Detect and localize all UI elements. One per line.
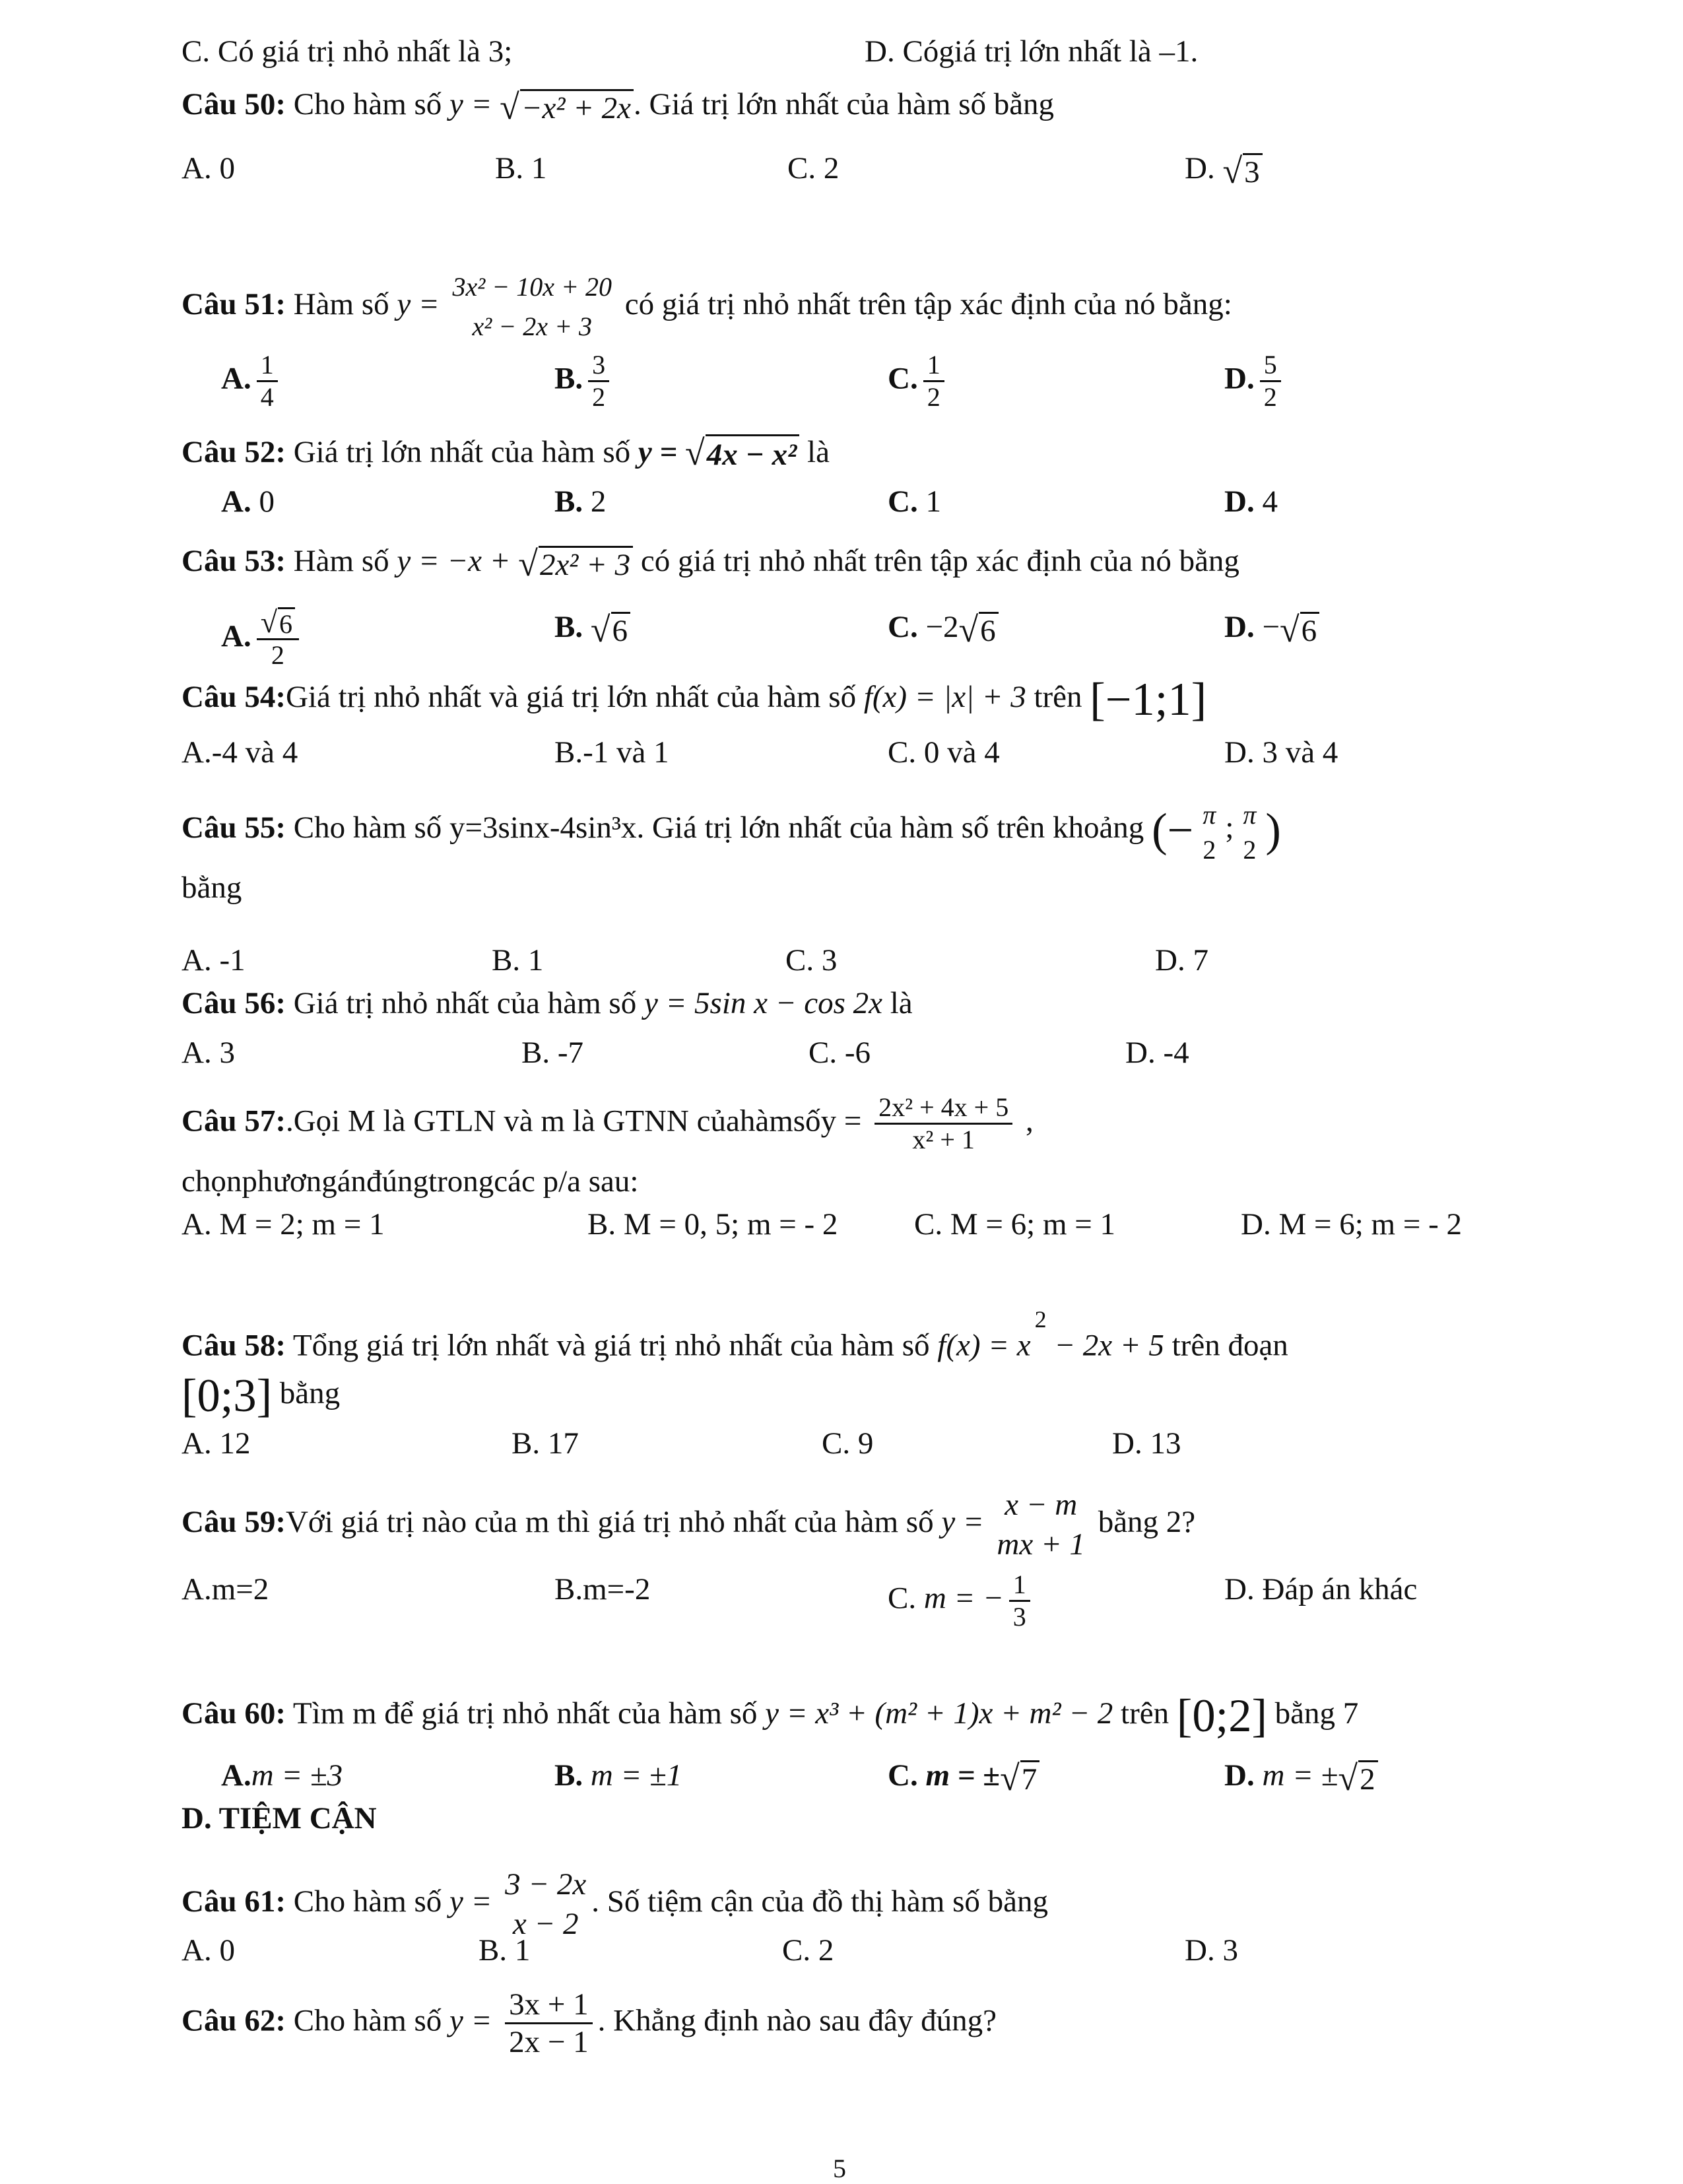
q56-option-c: C. -6: [808, 1036, 871, 1070]
q60-option-b: B. m = ±1: [554, 1758, 682, 1793]
q59-option-b: B.m=-2: [554, 1572, 651, 1606]
q57-option-c: C. M = 6; m = 1: [914, 1207, 1116, 1241]
question-label: Câu 57:: [182, 1104, 286, 1139]
question-51: Câu 51: Hàm số y = 3x² − 10x + 20 x² − 2x + 3 có giá trị nhỏ nhất trên tập xác định của nó bằng:: [182, 267, 1232, 347]
formula: y =: [449, 87, 500, 121]
question-text: . Giá trị lớn nhất của hàm số bằng: [634, 87, 1055, 121]
fraction: 3x² − 10x + 20 x² − 2x + 3: [452, 272, 612, 341]
question-label: Câu 55:: [182, 810, 286, 845]
question-label: Câu 53:: [182, 544, 286, 578]
q56-option-b: B. -7: [521, 1036, 583, 1070]
q58-option-b: B. 17: [512, 1426, 579, 1461]
q52-option-a: A. 0: [221, 484, 275, 519]
question-label: Câu 54:: [182, 680, 286, 715]
q53-option-b: B. √ 6: [554, 607, 630, 647]
q52-option-b: B. 2: [554, 484, 607, 519]
q58-option-a: A. 12: [182, 1426, 251, 1461]
question-59: Câu 59:Với giá trị nào của m thì giá trị nhỏ nhất của hàm số y = x − m mx + 1 bằng 2?: [182, 1488, 1196, 1562]
q49-option-d: D. Cógiá trị lớn nhất là –1.: [865, 34, 1199, 69]
question-62: Câu 62: Cho hàm số y = $\frac{3x + 1}{2x - 1}$ . Khẳng định nào sau đây đúng?: [182, 1987, 997, 2060]
q54-option-d: D. 3 và 4: [1224, 735, 1338, 770]
q56-option-a: A. 3: [182, 1036, 235, 1070]
question-label: Câu 58:: [182, 1328, 286, 1363]
question-label: Câu 51:: [182, 286, 286, 321]
question-label: Câu 50:: [182, 87, 286, 121]
q58-option-d: D. 13: [1112, 1426, 1181, 1461]
question-55: Câu 55: Cho hàm số y=3sinx-4sin³x. Giá trị lớn nhất của hàm số trên khoảng (− π 2 ; π 2 ): [182, 800, 1281, 865]
q49-option-c: C. Có giá trị nhỏ nhất là 3;: [182, 34, 513, 69]
q51-option-c: C. $\frac{1}{2}$: [888, 350, 950, 413]
q61-option-c: C. 2: [782, 1933, 834, 1968]
question-label: Câu 56:: [182, 986, 286, 1020]
q55-tail: bằng: [182, 871, 242, 905]
question-61: Câu 61: Cho hàm số y = 3 − 2x x − 2 . Số tiệm cận của đồ thị hàm số bằng: [182, 1867, 1049, 1941]
q60-option-a: A.m = ±3: [221, 1758, 343, 1793]
page-number: 5: [833, 2154, 846, 2183]
q56-option-d: D. -4: [1125, 1036, 1189, 1070]
q60-option-d: D. m = ± √ 2: [1224, 1756, 1378, 1796]
question-50: [182, 84, 1054, 125]
q57-option-a: A. M = 2; m = 1: [182, 1207, 385, 1241]
q51-option-a: A. $\frac{1}{4}$: [221, 350, 283, 413]
question-52: Câu 52: Giá trị lớn nhất của hàm số y = √ 4x − x² là: [182, 433, 830, 473]
q52-option-c: C. 1: [888, 484, 941, 519]
q57-line2: chọnphươngánđúngtrongcác p/a sau:: [182, 1164, 639, 1199]
question-label: Câu 59:: [182, 1504, 286, 1539]
q51-option-d: D. $\frac{5}{2}$: [1224, 350, 1286, 413]
q60-option-c: C. m = ± √ 7: [888, 1756, 1040, 1796]
q50-option-c: C. 2: [787, 151, 840, 185]
q53-option-d: D. − √ 6: [1224, 607, 1319, 647]
question-label: Câu 62:: [182, 2003, 286, 2038]
question-53: Câu 53: Hàm số y = −x + √ 2x² + 3 có giá trị nhỏ nhất trên tập xác định của nó bằng: [182, 544, 1239, 584]
q57-option-d: D. M = 6; m = - 2: [1241, 1207, 1463, 1241]
q59-option-c: C. m = − $\frac{1}{3}$: [888, 1570, 1036, 1632]
question-label: Câu 61:: [182, 1884, 286, 1919]
sqrt-expression: √ −x² + 2x: [500, 89, 634, 125]
question-58: Câu 58: Tổng giá trị lớn nhất và giá trị nhỏ nhất của hàm số $f(x) = x^2 - 2x + 5$ trên đoạn: [182, 1306, 1288, 1363]
q50-option-d: D. √ 3: [1185, 149, 1263, 189]
section-heading: D. TIỆM CẬN: [182, 1801, 377, 1836]
q58-option-c: C. 9: [822, 1426, 874, 1461]
question-57: Câu 57:.Gọi M là GTLN và m là GTNN củahàmsốy = $\frac{\text{2x² + 4x + 5}}{\text{x² + 1}}$ ,: [182, 1092, 1034, 1154]
q55-option-a: A. -1: [182, 943, 246, 977]
q61-option-b: B. 1: [478, 1933, 531, 1968]
q61-option-d: D. 3: [1185, 1933, 1238, 1968]
q54-option-c: C. 0 và 4: [888, 735, 1000, 770]
q57-option-b: B. M = 0, 5; m = - 2: [587, 1207, 838, 1241]
q51-option-b: B. $\frac{3}{2}$: [554, 350, 614, 413]
q59-option-a: A.m=2: [182, 1572, 269, 1606]
q55-option-d: D. 7: [1155, 943, 1208, 977]
question-54: Câu 54:Giá trị nhỏ nhất và giá trị lớn nhất của hàm số f(x) = |x| + 3 trên [−1;1]: [182, 674, 1207, 725]
q53-option-c: C. −2 √ 6: [888, 607, 999, 647]
q59-option-d: D. Đáp án khác: [1224, 1572, 1418, 1606]
question-label: Câu 52:: [182, 435, 286, 469]
question-text: Cho hàm số: [285, 87, 450, 121]
q61-option-a: A. 0: [182, 1933, 235, 1968]
q55-option-c: C. 3: [785, 943, 838, 977]
question-60: Câu 60: Tìm m để giá trị nhỏ nhất của hàm số y = x³ + (m² + 1)x + m² − 2 trên [0;2] bằng 7: [182, 1690, 1359, 1742]
q50-option-b: B. 1: [495, 151, 547, 185]
question-56: Câu 56: Giá trị nhỏ nhất của hàm số y = 5sin x − cos 2x là: [182, 986, 913, 1020]
q54-option-b: B.-1 và 1: [554, 735, 669, 770]
question-label: Câu 60:: [182, 1696, 286, 1731]
q54-option-a: A.-4 và 4: [182, 735, 298, 770]
q50-option-a: A. 0: [182, 151, 235, 185]
q55-option-b: B. 1: [492, 943, 544, 977]
q53-option-a: A. √ 6 2: [221, 607, 304, 671]
q52-option-d: D. 4: [1224, 484, 1278, 519]
q58-tail: [0;3] bằng: [182, 1370, 341, 1422]
